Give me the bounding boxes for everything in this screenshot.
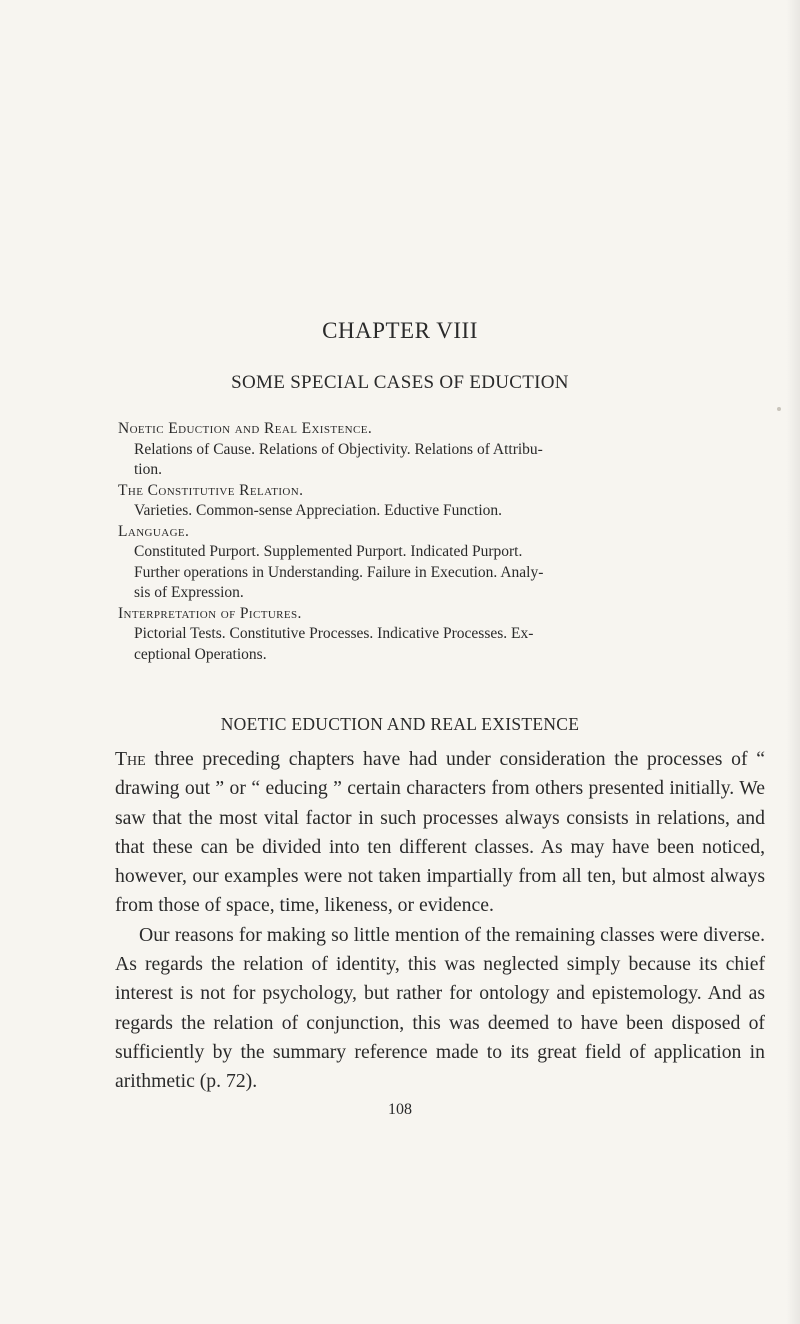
page-number: 108 xyxy=(388,1101,412,1118)
toc-line: Constituted Purport. Supplemented Purport. Indicated Purport. xyxy=(134,543,523,560)
toc-heading: Language. xyxy=(118,522,190,540)
paragraph-lead-word: The xyxy=(115,748,146,770)
paper-speck xyxy=(777,407,781,411)
toc-heading: Interpretation of Pictures. xyxy=(118,604,302,622)
toc-line: sis of Expression. xyxy=(134,584,244,601)
paragraph xyxy=(115,921,765,1097)
toc-section xyxy=(118,481,768,522)
page-edge-shadow xyxy=(786,0,800,1324)
toc-line: Varieties. Common-sense Appreciation. Eductive Function. xyxy=(134,502,503,519)
toc-line: ceptional Operations. xyxy=(134,645,267,663)
toc-section xyxy=(118,419,768,481)
toc-line: tion. xyxy=(134,461,162,478)
chapter-title: SOME SPECIAL CASES OF EDUCTION xyxy=(231,372,569,393)
paragraph-text: Our reasons for making so little mention of the remaining classes were diverse. As regards the relation of identity, this was neglected simply because its chief interest is not for psychology, but rather for ontology and epistemology. And as regards the relation of conjunction, this was deemed to have been disposed of sufficiently by the summary reference made to its great field of application in arithmetic (p. 72). xyxy=(115,923,765,1093)
toc-section xyxy=(118,604,768,666)
toc-heading: The Constitutive Relation. xyxy=(118,481,304,499)
toc-section xyxy=(118,522,768,604)
toc-line: Relations of Cause. Relations of Objectivity. Relations of Attribu- xyxy=(134,440,543,458)
toc-line: Further operations in Understanding. Failure in Execution. Analy- xyxy=(134,563,544,581)
body-text xyxy=(115,745,765,1097)
chapter-contents xyxy=(118,419,768,665)
paragraph-text: three preceding chapters have had under consideration the processes of “ drawing out ” or “ educing ” certain characters from others presented initially. We saw that the most vital factor in such processes always consists in relations, and that these can be divided into ten different classes. As may have been noticed, however, our examples were not taken impartially from all ten, but almost always from those of space, time, likeness, or evidence. xyxy=(115,748,765,917)
toc-line: Pictorial Tests. Constitutive Processes. Indicative Processes. Ex- xyxy=(134,625,534,642)
section-heading: NOETIC EDUCTION AND REAL EXISTENCE xyxy=(220,714,580,734)
chapter-number: CHAPTER VIII xyxy=(322,318,478,343)
paragraph xyxy=(115,745,765,921)
toc-heading: Noetic Eduction and Real Existence. xyxy=(118,420,373,437)
